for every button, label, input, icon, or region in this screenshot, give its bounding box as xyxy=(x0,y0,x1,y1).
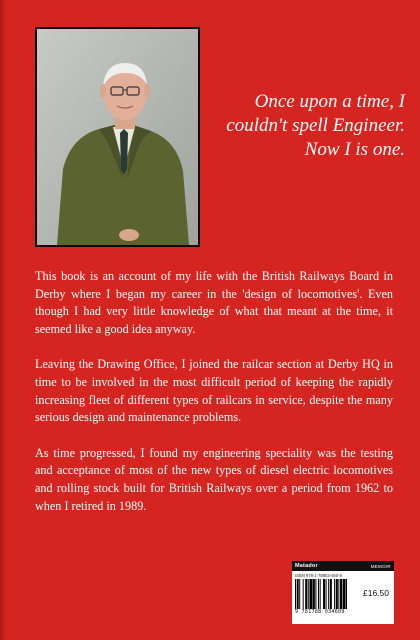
barcode-digits: 9 781788 034609 xyxy=(295,609,345,615)
quote-line-3: Now I is one. xyxy=(304,139,405,160)
blurb-paragraph-1: This book is an account of my life with the British Railways Board in Derby where I began my career in the 'design of locomotives'. Even though I had very little knowledge of what that meant at the time, it seemed like a good idea anyway. xyxy=(35,269,393,336)
isbn-text: ISBN 978-1-78803-460-9 xyxy=(295,573,342,578)
author-portrait-image xyxy=(37,29,198,245)
spine-shadow xyxy=(0,0,6,640)
author-photo xyxy=(35,27,200,247)
barcode-panel xyxy=(292,561,394,624)
publisher-logo: Matador xyxy=(295,563,318,569)
quote-line-2: couldn't spell Engineer. xyxy=(226,115,405,136)
blurb-paragraph-3: As time progressed, I found my engineering speciality was the testing and acceptance of most of the new types of diesel electric locomotives and rolling stock built for British Railways over a period from 1962 to when I retired in 1989. xyxy=(35,445,393,513)
blurb-paragraph-2: Leaving the Drawing Office, I joined the railcar section at Derby HQ in time to be involved in the most difficult period of keeping the rapidly increasing fleet of different types of railcars in service, despite the many serious design and maintenance problems. xyxy=(35,357,393,425)
publisher-strip xyxy=(292,561,394,571)
barcode-icon xyxy=(295,579,359,609)
cover-quote xyxy=(210,90,405,162)
category-label: MEMOIR xyxy=(370,563,391,569)
price: £16.50 xyxy=(363,588,389,598)
blurb xyxy=(35,268,393,533)
quote-line-1: Once upon a time, I xyxy=(254,91,405,112)
barcode-row xyxy=(292,578,394,609)
